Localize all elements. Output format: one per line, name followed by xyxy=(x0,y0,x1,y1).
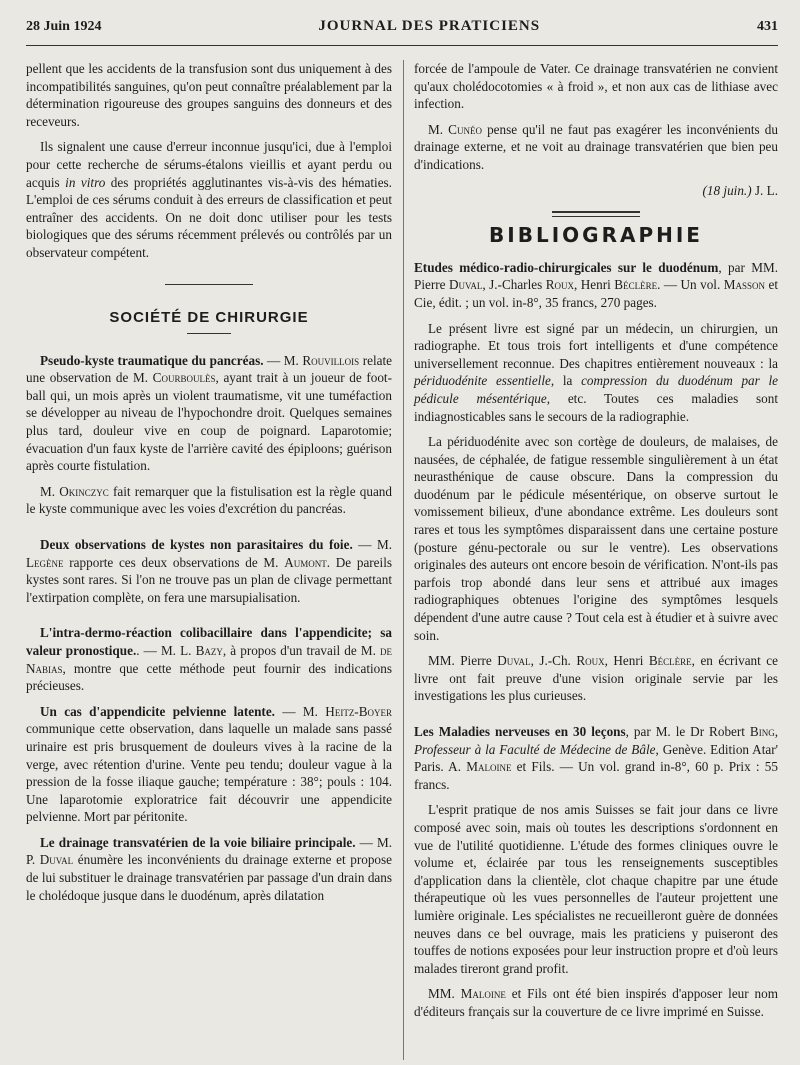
paragraph: Le présent livre est signé par un médecin, un chirurgien, un radiographe. Et tous trois fort intelligents et d'une compétence universellement reconnue. Des chapitres entièrement nouveaux : la périduodénite essentielle, la compression du duodénum par le pédicule mésentérique, etc. Toutes ces maladies sont indiagnosticables sans le secours de la radiographie. xyxy=(414,320,778,424)
article-kystes-foie: Deux observations de kystes non parasitaires du foie. — M. Legène rapporte ces deux observations de M. Aumont. De pareils kystes sont rares. Si l'on ne trouve pas un plan de clivage permettant l'extirpation complète, on fera une marsupialisation. xyxy=(26,536,392,605)
title-underline xyxy=(187,333,231,334)
paragraph: forcée de l'ampoule de Vater. Ce drainage transvatérien ne convient qu'aux cholédocotomies « à froid », et non aux cas de lithiase avec infection. xyxy=(414,61,778,112)
page-header xyxy=(26,18,778,46)
left-column xyxy=(26,60,392,1029)
article-intra-dermo: L'intra-dermo-réaction colibacillaire dans l'appendicite; sa valeur pronostique.. — M. L. Bazy, à propos d'un travail de M. de Nabias, montre que cette méthode peut fournir des indications précieuses. xyxy=(26,625,393,694)
paragraph: M. Okinczyc fait remarquer que la fistulisation est la règle quand le kyste communique avec les voies d'excrétion du pancréas. xyxy=(26,483,392,517)
section-rule xyxy=(165,284,253,286)
header-date: 28 Juin 1924 xyxy=(26,19,102,34)
article-appendicite: Un cas d'appendicite pelvienne latente. — M. Heitz-Boyer communique cette observation, dans laquelle un malade sans passé urinaire est pris brusquement de douleurs vives à la racine de la verge, avec rétention d'urine. Vente peu tendu; douleur vague à la pression de la fosse iliaque gauche; température : 38°; pouls : 104. Une laparotomie exploratrice fait découvrir une appendicite pelvienne. Mort par péritonite. xyxy=(26,703,392,825)
journal-title: JOURNAL DES PRATICIENS xyxy=(318,18,541,34)
signature: (18 juin.) J. L. xyxy=(702,182,778,198)
right-column xyxy=(414,60,778,1029)
article-drainage: Le drainage transvatérien de la voie biliaire principale. — M. P. Duval énumère les inconvénients du drainage externe et propose de lui substituer le drainage transvatérien par passage d'un drain dans le cholédoque jusque dans le duodénum, après dilatation xyxy=(26,834,392,903)
bibliographie-heading: BIBLIOGRAPHIE xyxy=(489,223,703,248)
paragraph: L'esprit pratique de nos amis Suisses se fait jour dans ce livre composé avec soin, mais où toutes les descriptions s'ordonnent en vue de l'utilité quotidienne. L'étude des formes cliniques ouvre le volume et, éclairée par tous les renseignements susceptibles d'application dans la clientèle, clot chaque chapitre par une étude thérapeutique où les vues personnelles de l'auteur projettent une lumière originale. Les spécialistes ne recueilleront guère de données neuves dans ce bel ouvrage, mais les praticiens y puiseront des touffes de notions exposées pour leur instruction propre et d'où leurs malades tireront grand profit. xyxy=(414,802,778,976)
biblio-rules xyxy=(552,211,640,217)
two-column-body xyxy=(26,60,778,1029)
paragraph: La périduodénite avec son cortège de douleurs, de malaises, de nausées, de céphalée, de fatigue ressemble singulièrement à un état neurasthénique de cause obscure. Dans la compression du duodénum par le pédicule mésentérique, on observe surtout le vomissement bilieux, d'une abondance extrême. Les douleurs sont rares et tous les symptômes disparaissent dans une certaine posture (posture génu-pectorale ou sur le ventre). Les observations originales des auteurs ont encore besoin de vérification. N'ont-ils pas parfois trop abondé dans leur sens et attribué aux images radiographiques obtenues l'origine des symptômes lesquels dépendent d'une autre cause ? Tout cela est à étudier et à suivre avec soin. xyxy=(414,434,778,643)
paragraph: M. Cunéo pense qu'il ne faut pas exagérer les inconvénients du drainage externe, et ne voit au drainage transvatérien que bien peu d'indications. xyxy=(414,121,778,172)
article-pancreas: Pseudo-kyste traumatique du pancréas. — M. Rouvillois relate une observation de M. Courboulès, ayant trait à un joueur de foot-ball qui, un mois après un violent traumatisme, vit une tuméfaction se développer au niveau de l'hypochondre droit. Quelques semaines plus tard, douleur vive en coup de poignard. Laparotomie; évacuation d'un faux kyste de l'arrière cavité des épiploons; guérison après courte fistulation. xyxy=(26,352,393,474)
paragraph: MM. Maloine et Fils ont été bien inspirés d'apposer leur nom d'éditeurs français sur la couverture de ce livre imprimé en Suisse. xyxy=(414,986,778,1019)
paragraph: MM. Pierre Duval, J.-Ch. Roux, Henri Béclère, en écrivant ce livre ont fait preuve d'une vision originale servie par les investigations les plus curieuses. xyxy=(414,653,778,704)
paragraph: Ils signalent une cause d'erreur inconnue jusqu'ici, due à l'emploi pour cette recherche de sérums-étalons vieillis et ayant perdu ou acquis in vitro des propriétés agglutinantes vis-à-vis des hématies. L'emploi de ces sérums conduit à des erreurs de classification et peut entraîner des accidents. On ne doit donc utiliser pour les tests biologiques que des sérums récemment prélevés ou contrôlés par un observateur compétent. xyxy=(26,139,392,260)
paragraph: pellent que les accidents de la transfusion sont dus uniquement à des incompatibilités sanguines, qu'on peut connaître préalablement par la détermination rigoureuse des groupes sanguins des donneurs et des receveurs. xyxy=(26,61,392,129)
column-divider xyxy=(403,60,404,1060)
page-number: 431 xyxy=(756,19,778,34)
book-entry-maladies-nerveuses: Les Maladies nerveuses en 30 leçons, par M. le Dr Robert Bing, Professeur à la Faculté de Médecine de Bâle, Genève. Edition Atar' Paris. A. Maloine et Fils. — Un vol. grand in-8°, 60 p. Prix : 55 francs. xyxy=(414,724,779,792)
book-entry-duodenum: Etudes médico-radio-chirurgicales sur le duodénum, par MM. Pierre Duval, J.-Charles Roux, Henri Béclère. — Un vol. Masson et Cie, édit. ; un vol. in-8°, 35 francs, 270 pages. xyxy=(414,259,778,310)
section-title: SOCIÉTÉ DE CHIRURGIE xyxy=(109,309,309,327)
